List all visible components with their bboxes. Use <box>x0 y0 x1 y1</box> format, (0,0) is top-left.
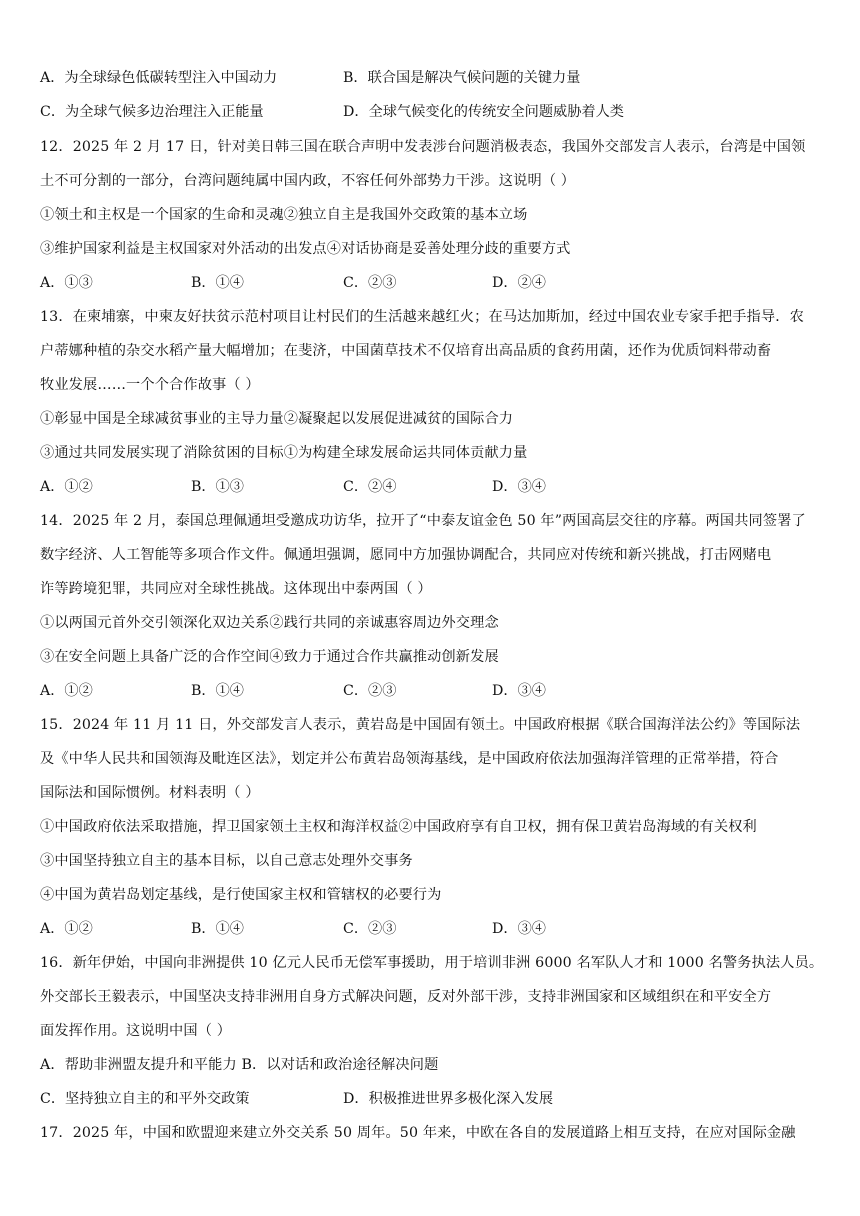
q12-option-b: B．①④ <box>191 275 244 291</box>
q14-option-b: B．①④ <box>191 683 244 699</box>
q17-stem-line-1: 17．2025 年，中国和欧盟迎来建立外交关系 50 周年。50 年来，中欧在各自的发展道路上相互支持，在应对国际金融 <box>40 1125 796 1141</box>
q15-option-b: B．①④ <box>191 921 244 937</box>
q16-options-a-b: A．帮助非洲盟友提升和平能力 B．以对话和政治途径解决问题 <box>40 1057 439 1073</box>
q11-option-b: B．联合国是解决气候问题的关键力量 <box>343 70 581 86</box>
q16-stem-line-2: 外交部长王毅表示，中国坚决支持非洲用自身方式解决问题，反对外部干涉，支持非洲国家和区域组织在和平安全方 <box>40 989 772 1005</box>
q15-option-c: C．②③ <box>343 921 397 937</box>
q15-stem-line-2: 及《中华人民共和国领海及毗连区法》，划定并公布黄岩岛领海基线，是中国政府依法加强海洋管理的正常举措，符合 <box>40 751 779 767</box>
q15-statement-2: ③中国坚持独立自主的基本目标，以自己意志处理外交事务 <box>40 853 413 869</box>
q12-option-a: A．①③ <box>40 275 93 291</box>
q15-stem-line-3: 国际法和国际惯例。材料表明（ ） <box>40 785 260 801</box>
q13-option-c: C．②④ <box>343 479 397 495</box>
q16-stem-line-1: 16．新年伊始，中国向非洲提供 10 亿元人民币无偿军事援助，用于培训非洲 6000 名军队人才和 1000 名警务执法人员。 <box>40 955 824 971</box>
q15-statement-1: ①中国政府依法采取措施，捍卫国家领土主权和海洋权益②中国政府享有自卫权，拥有保卫黄岩岛海域的有关权利 <box>40 819 757 835</box>
q15-option-d: D．③④ <box>492 921 546 937</box>
q14-statement-1: ①以两国元首外交引领深化双边关系②践行共同的亲诚惠容周边外交理念 <box>40 615 499 631</box>
q11-option-d: D．全球气候变化的传统安全问题威胁着人类 <box>343 104 624 120</box>
q14-option-a: A．①② <box>40 683 93 699</box>
q12-stem-line-2: 土不可分割的一部分，台湾问题纯属中国内政，不容任何外部势力干涉。这说明（ ） <box>40 173 576 189</box>
q15-option-a: A．①② <box>40 921 93 937</box>
q13-option-d: D．③④ <box>492 479 546 495</box>
q13-statement-2: ③通过共同发展实现了消除贫困的目标①为构建全球发展命运共同体贡献力量 <box>40 445 528 461</box>
q14-option-d: D．③④ <box>492 683 546 699</box>
q14-stem-line-1: 14．2025 年 2 月，泰国总理佩通坦受邀成功访华，拉开了“中泰友谊金色 50 年”两国高层交往的序幕。两国共同签署了 <box>40 513 806 529</box>
q12-option-d: D．②④ <box>492 275 546 291</box>
q13-stem-line-1: 13．在柬埔寨，中柬友好扶贫示范村项目让村民们的生活越来越红火；在马达加斯加，经过中国农业专家手把手指导．农 <box>40 309 804 325</box>
q11-option-c: C．为全球气候多边治理注入正能量 <box>40 104 264 120</box>
q11-option-a: A．为全球绿色低碳转型注入中国动力 <box>40 70 278 86</box>
q13-statement-1: ①彰显中国是全球减贫事业的主导力量②凝聚起以发展促进减贫的国际合力 <box>40 411 514 427</box>
q16-stem-line-3: 面发挥作用。这说明中国（ ） <box>40 1023 232 1039</box>
q14-option-c: C．②③ <box>343 683 397 699</box>
q13-stem-line-2: 户蒂娜种植的杂交水稻产量大幅增加；在斐济，中国菌草技术不仅培育出高品质的食药用菌，还作为优质饲料带动畜 <box>40 343 772 359</box>
q12-statement-2: ③维护国家利益是主权国家对外活动的出发点④对话协商是妥善处理分歧的重要方式 <box>40 241 571 257</box>
q13-option-a: A．①② <box>40 479 93 495</box>
q14-statement-2: ③在安全问题上具备广泛的合作空间④致力于通过合作共赢推动创新发展 <box>40 649 499 665</box>
q13-option-b: B．①③ <box>191 479 244 495</box>
q16-option-d: D．积极推进世界多极化深入发展 <box>343 1091 554 1107</box>
q13-stem-line-3: 牧业发展……一个个合作故事（ ） <box>40 377 260 393</box>
q15-statement-3: ④中国为黄岩岛划定基线，是行使国家主权和管辖权的必要行为 <box>40 887 442 903</box>
q16-option-c: C．坚持独立自主的和平外交政策 <box>40 1091 250 1107</box>
q14-stem-line-3: 诈等跨境犯罪，共同应对全球性挑战。这体现出中泰两国（ ） <box>40 581 432 597</box>
q15-stem-line-1: 15．2024 年 11 月 11 日，外交部发言人表示，黄岩岛是中国固有领土。中国政府根据《联合国海洋法公约》等国际法 <box>40 717 801 733</box>
q12-stem-line-1: 12．2025 年 2 月 17 日，针对美日韩三国在联合声明中发表涉台问题消极表态，我国外交部发言人表示，台湾是中国领 <box>40 139 806 155</box>
q14-stem-line-2: 数字经济、人工智能等多项合作文件。佩通坦强调，愿同中方加强协调配合，共同应对传统和新兴挑战，打击网赌电 <box>40 547 772 563</box>
q12-option-c: C．②③ <box>343 275 397 291</box>
q12-statement-1: ①领土和主权是一个国家的生命和灵魂②独立自主是我国外交政策的基本立场 <box>40 207 528 223</box>
